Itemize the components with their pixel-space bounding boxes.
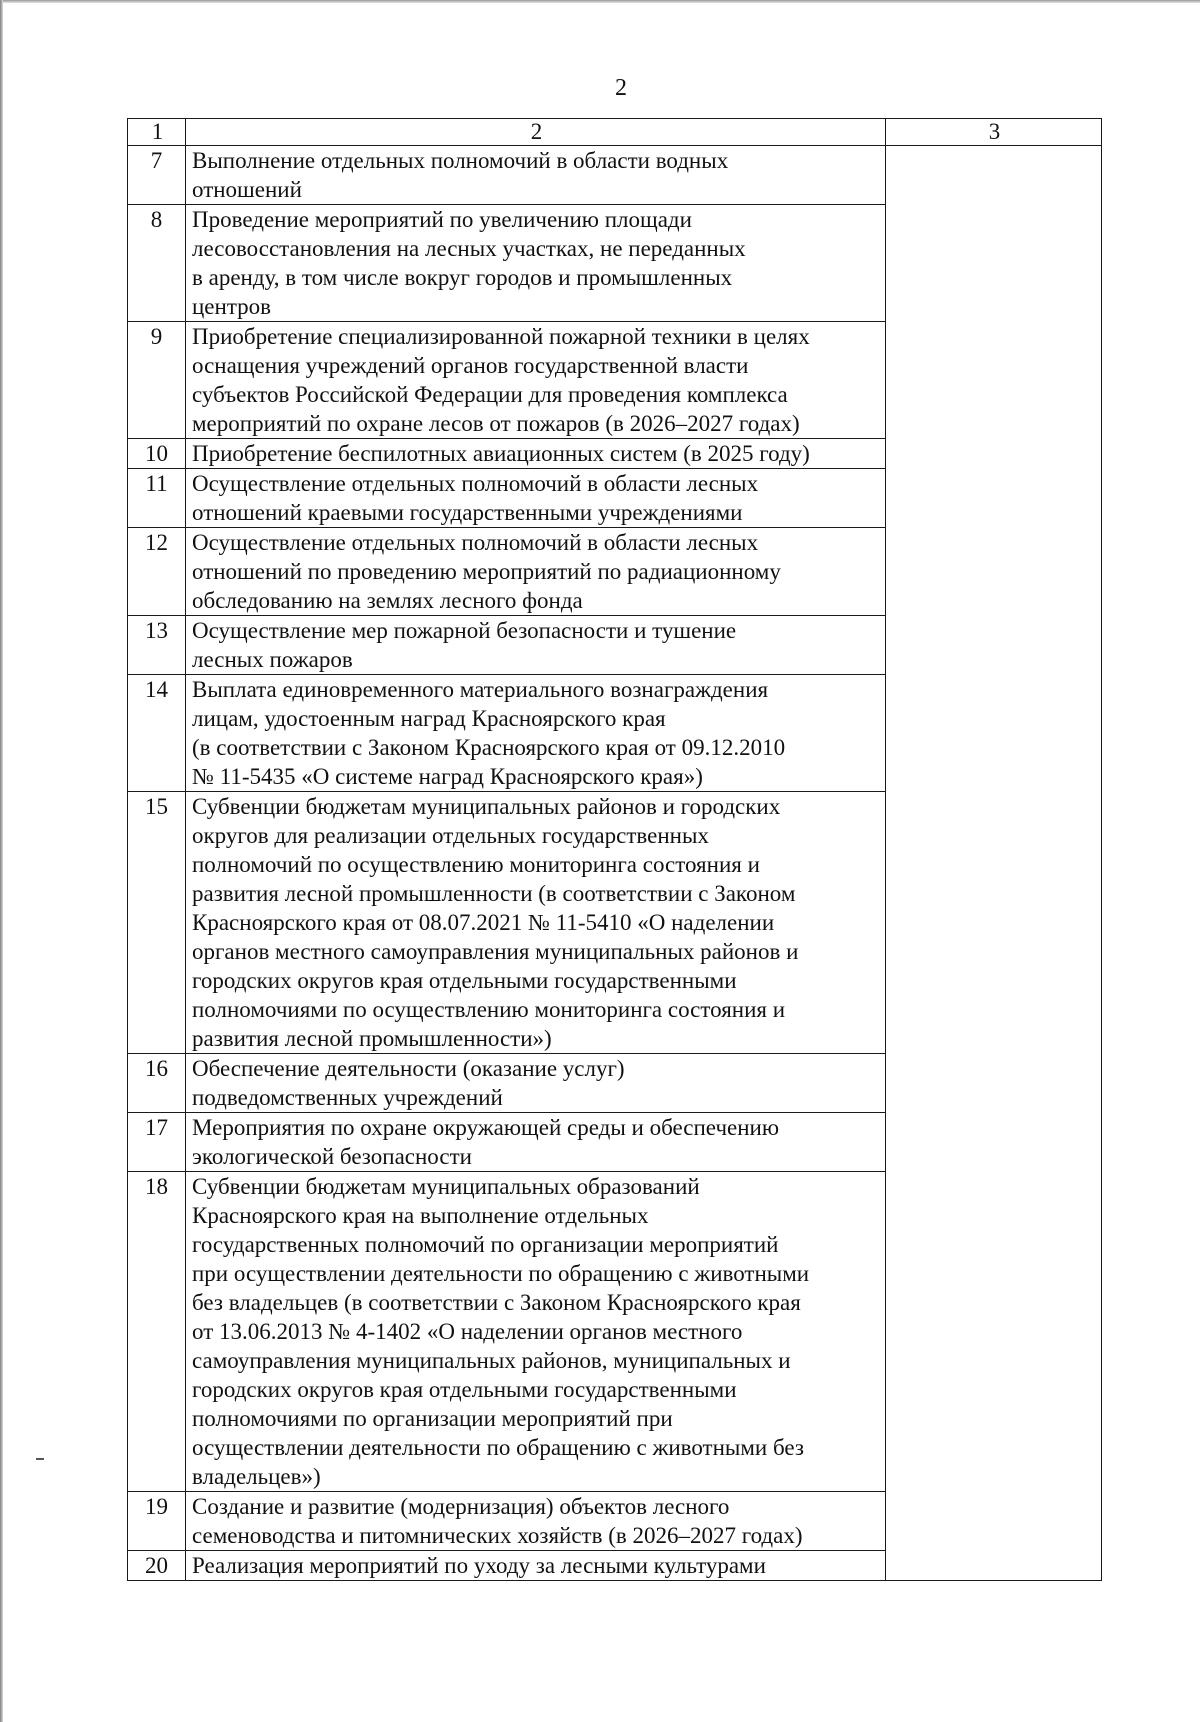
scan-edge-left xyxy=(0,0,3,1722)
row-description: Осуществление отдельных полномочий в области лесных отношений по проведению мероприятий по радиационному обследованию на землях лесного фонда xyxy=(186,528,886,616)
row-number: 9 xyxy=(128,322,186,439)
row-description: Субвенции бюджетам муниципальных образований Красноярского края на выполнение отдельных государственных полномочий по организации мероприятий при осуществлении деятельности по обращению с животными без владельцев (в соответствии с Законом Красноярского края от 13.06.2013 № 4-1402 «О наделении органов местного самоуправления муниципальных районов, муниципальных и городских округов края отдельными государственными полномочиями по организации мероприятий при осуществлении деятельности по обращению с животными без владельцев») xyxy=(186,1172,886,1492)
header-col-2: 2 xyxy=(186,119,886,146)
row-number: 15 xyxy=(128,792,186,1054)
table-row xyxy=(128,675,1102,792)
row-column-3 xyxy=(886,528,1102,616)
row-column-3 xyxy=(886,146,1102,205)
document-table xyxy=(127,118,1102,1581)
table-row xyxy=(128,1113,1102,1172)
row-number: 14 xyxy=(128,675,186,792)
header-col-1: 1 xyxy=(128,119,186,146)
row-description: Осуществление отдельных полномочий в области лесных отношений краевыми государственными учреждениями xyxy=(186,469,886,528)
row-column-3 xyxy=(886,616,1102,675)
row-description: Выполнение отдельных полномочий в области водных отношений xyxy=(186,146,886,205)
row-column-3 xyxy=(886,439,1102,469)
row-description: Создание и развитие (модернизация) объектов лесного семеноводства и питомнических хозяйств (в 2026–2027 годах) xyxy=(186,1492,886,1551)
table-body xyxy=(128,146,1102,1581)
row-number: 12 xyxy=(128,528,186,616)
row-number: 17 xyxy=(128,1113,186,1172)
header-col-3: 3 xyxy=(886,119,1102,146)
row-column-3 xyxy=(886,469,1102,528)
row-number: 7 xyxy=(128,146,186,205)
row-column-3 xyxy=(886,1113,1102,1172)
row-number: 13 xyxy=(128,616,186,675)
row-description: Субвенции бюджетам муниципальных районов и городских округов для реализации отдельных государственных полномочий по осуществлению мониторинга состояния и развития лесной промышленности (в соответствии с Законом Красноярского края от 08.07.2021 № 11-5410 «О наделении органов местного самоуправления муниципальных районов и городских округов края отдельными государственными полномочиями по осуществлению мониторинга состояния и развития лесной промышленности») xyxy=(186,792,886,1054)
scan-artifact xyxy=(36,1458,44,1460)
row-number: 16 xyxy=(128,1054,186,1113)
table-row xyxy=(128,616,1102,675)
row-column-3 xyxy=(886,1172,1102,1492)
row-column-3 xyxy=(886,792,1102,1054)
row-number: 11 xyxy=(128,469,186,528)
table-row xyxy=(128,205,1102,322)
table-row xyxy=(128,792,1102,1054)
row-description: Выплата единовременного материального вознаграждения лицам, удостоенным наград Красноярского края (в соответствии с Законом Красноярского края от 09.12.2010 № 11-5435 «О системе наград Красноярского края») xyxy=(186,675,886,792)
table-row xyxy=(128,1054,1102,1113)
table-row xyxy=(128,439,1102,469)
row-column-3 xyxy=(886,675,1102,792)
page-number: 2 xyxy=(615,75,627,101)
table-header-row xyxy=(128,119,1102,146)
table-row xyxy=(128,528,1102,616)
row-description: Проведение мероприятий по увеличению площади лесовосстановления на лесных участках, не переданных в аренду, в том числе вокруг городов и промышленных центров xyxy=(186,205,886,322)
table-row xyxy=(128,322,1102,439)
table-row xyxy=(128,1172,1102,1492)
table-row xyxy=(128,1551,1102,1581)
row-column-3 xyxy=(886,1551,1102,1581)
row-description: Приобретение беспилотных авиационных систем (в 2025 году) xyxy=(186,439,886,469)
row-description: Реализация мероприятий по уходу за лесными культурами xyxy=(186,1551,886,1581)
row-column-3 xyxy=(886,205,1102,322)
row-description: Мероприятия по охране окружающей среды и обеспечению экологической безопасности xyxy=(186,1113,886,1172)
row-description: Приобретение специализированной пожарной техники в целях оснащения учреждений органов государственной власти субъектов Российской Федерации для проведения комплекса мероприятий по охране лесов от пожаров (в 2026–2027 годах) xyxy=(186,322,886,439)
row-column-3 xyxy=(886,322,1102,439)
row-description: Осуществление мер пожарной безопасности и тушение лесных пожаров xyxy=(186,616,886,675)
row-column-3 xyxy=(886,1492,1102,1551)
table-row xyxy=(128,146,1102,205)
row-number: 8 xyxy=(128,205,186,322)
table-row xyxy=(128,469,1102,528)
table-row xyxy=(128,1492,1102,1551)
scan-edge-top xyxy=(0,0,1200,3)
row-number: 20 xyxy=(128,1551,186,1581)
row-number: 18 xyxy=(128,1172,186,1492)
row-column-3 xyxy=(886,1054,1102,1113)
row-number: 19 xyxy=(128,1492,186,1551)
row-number: 10 xyxy=(128,439,186,469)
row-description: Обеспечение деятельности (оказание услуг) подведомственных учреждений xyxy=(186,1054,886,1113)
